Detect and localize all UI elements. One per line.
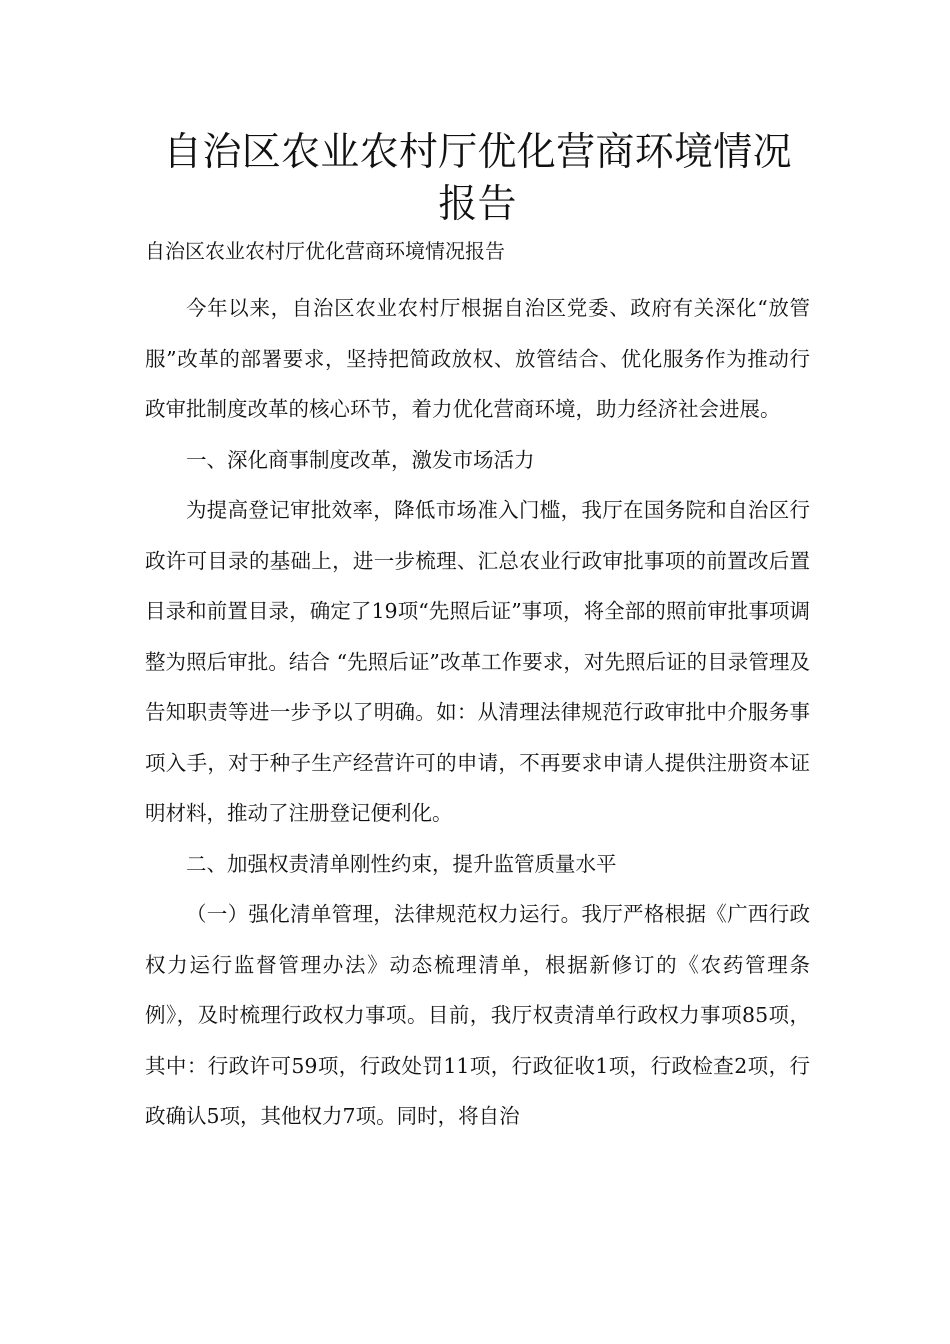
document-body xyxy=(145,283,810,1142)
document-title: 自治区农业农村厅优化营商环境情况报告 xyxy=(163,130,792,227)
paragraph-section-2: （一）强化清单管理，法律规范权力运行。我厅严格根据《广西行政权力运行监督管理办法》动态梳理清单，根据新修订的《农药管理条例》，及时梳理行政权力事项。目前，我厅权责清单行政权力事项85项，其中：行政许可59项，行政处罚11项，行政征收1项，行政检查2项，行政确认5项，其他权力7项。同时，将自治 xyxy=(145,902,810,1128)
section-heading-2: 二、加强权责清单刚性约束，提升监管质量水平 xyxy=(186,851,617,876)
document-subtitle: 自治区农业农村厅优化营商环境情况报告 xyxy=(145,239,505,263)
section-heading-1: 一、深化商事制度改革，激发市场活力 xyxy=(186,447,535,472)
paragraph-intro: 今年以来，自治区农业农村厅根据自治区党委、政府有关深化“放管服”改革的部署要求，坚持把简政放权、放管结合、优化服务作为推动行政审批制度改革的核心环节，着力优化营商环境，助力经济社会进展。 xyxy=(145,296,810,421)
paragraph-section-1: 为提高登记审批效率，降低市场准入门槛，我厅在国务院和自治区行政许可目录的基础上，进一步梳理、汇总农业行政审批事项的前置改后置目录和前置目录，确定了19项“先照后证”事项，将全部的照前审批事项调整为照后审批。结合 “先照后证”改革工作要求，对先照后证的目录管理及告知职责等进一步予以了明确。如：从清理法律规范行政审批中介服务事项入手，对于种子生产经营许可的申请，不再要求申请人提供注册资本证明材料，推动了注册登记便利化。 xyxy=(145,498,810,825)
